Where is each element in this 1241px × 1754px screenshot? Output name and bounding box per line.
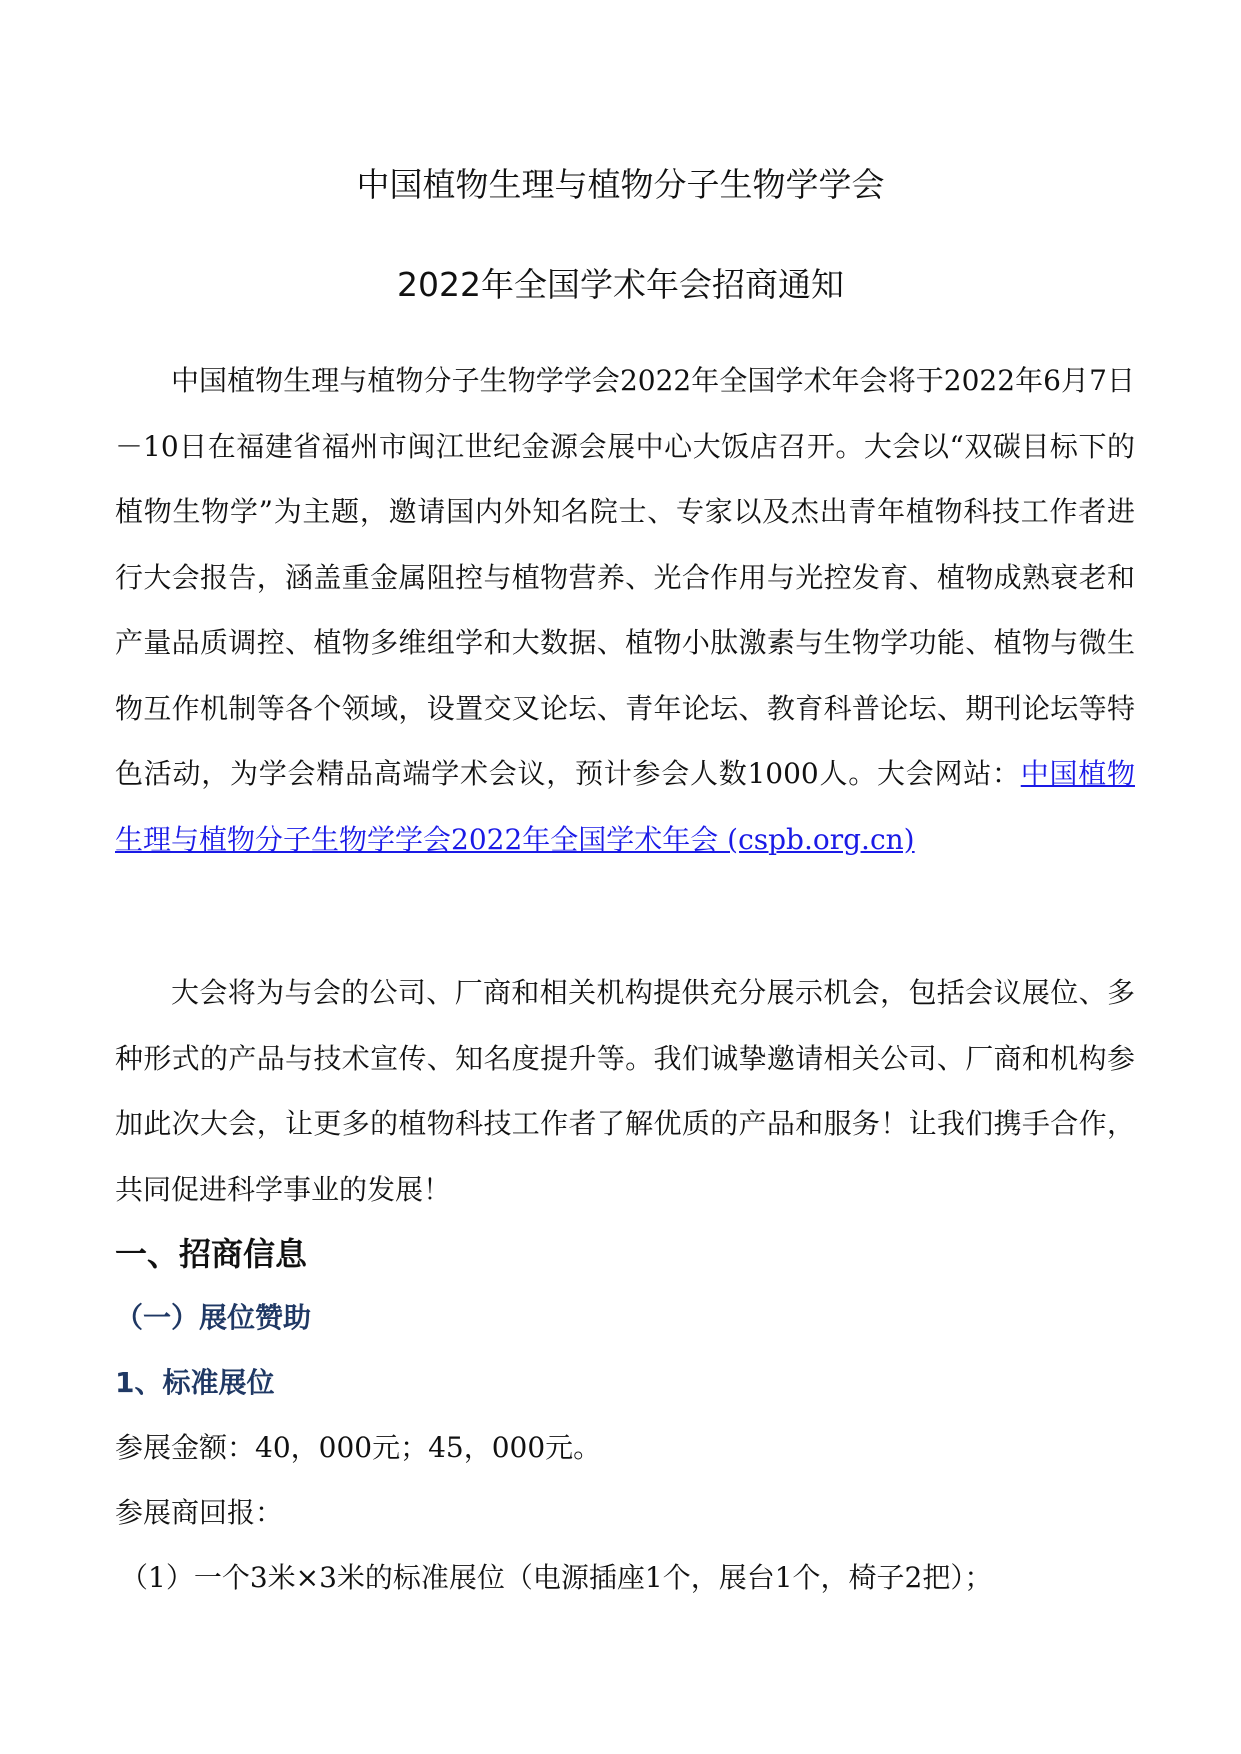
fee-line: 参展金额：40，000元；45，000元。 xyxy=(115,1431,602,1464)
section-heading-sponsorship-info: 一、招商信息 xyxy=(115,1235,308,1273)
benefit-item-1: （1）一个3米×3米的标准展位（电源插座1个，展台1个，椅子2把）； xyxy=(120,1561,993,1594)
subsection-heading-booth-sponsorship: （一）展位赞助 xyxy=(115,1301,312,1334)
item-heading-standard-booth: 1、标准展位 xyxy=(115,1366,275,1399)
document-title-line1: 中国植物生理与植物分子生物学学会 xyxy=(356,165,885,204)
intro-paragraph xyxy=(115,348,1135,872)
invitation-paragraph: 大会将为与会的公司、厂商和相关机构提供充分展示机会，包括会议展位、多种形式的产品与技术宣传、知名度提升等。我们诚挚邀请相关公司、厂商和机构参加此次大会，让更多的植物科技工作者了解优质的产品和服务！让我们携手合作，共同促进科学事业的发展！ xyxy=(115,976,1135,1206)
benefits-label: 参展商回报： xyxy=(115,1496,284,1529)
intro-paragraph-text: 中国植物生理与植物分子生物学学会2022年全国学术年会将于2022年6月7日－10日在福建省福州市闽江世纪金源会展中心大饭店召开。大会以“双碳目标下的植物生物学”为主题，邀请国内外知名院士、专家以及杰出青年植物科技工作者进行大会报告，涵盖重金属阻控与植物营养、光合作用与光控发育、植物成熟衰老和产量品质调控、植物多维组学和大数据、植物小肽激素与生物学功能、植物与微生物互作机制等各个领域，设置交叉论坛、青年论坛、教育科普论坛、期刊论坛等特色活动，为学会精品高端学术会议，预计参会人数1000人。大会网站： xyxy=(115,364,1135,790)
document-title-line2: 2022年全国学术年会招商通知 xyxy=(397,265,844,304)
conference-website-link[interactable]: 中国植物生理与植物分子生物学学会2022年全国学术年会 (cspb.org.cn) xyxy=(115,757,1135,856)
